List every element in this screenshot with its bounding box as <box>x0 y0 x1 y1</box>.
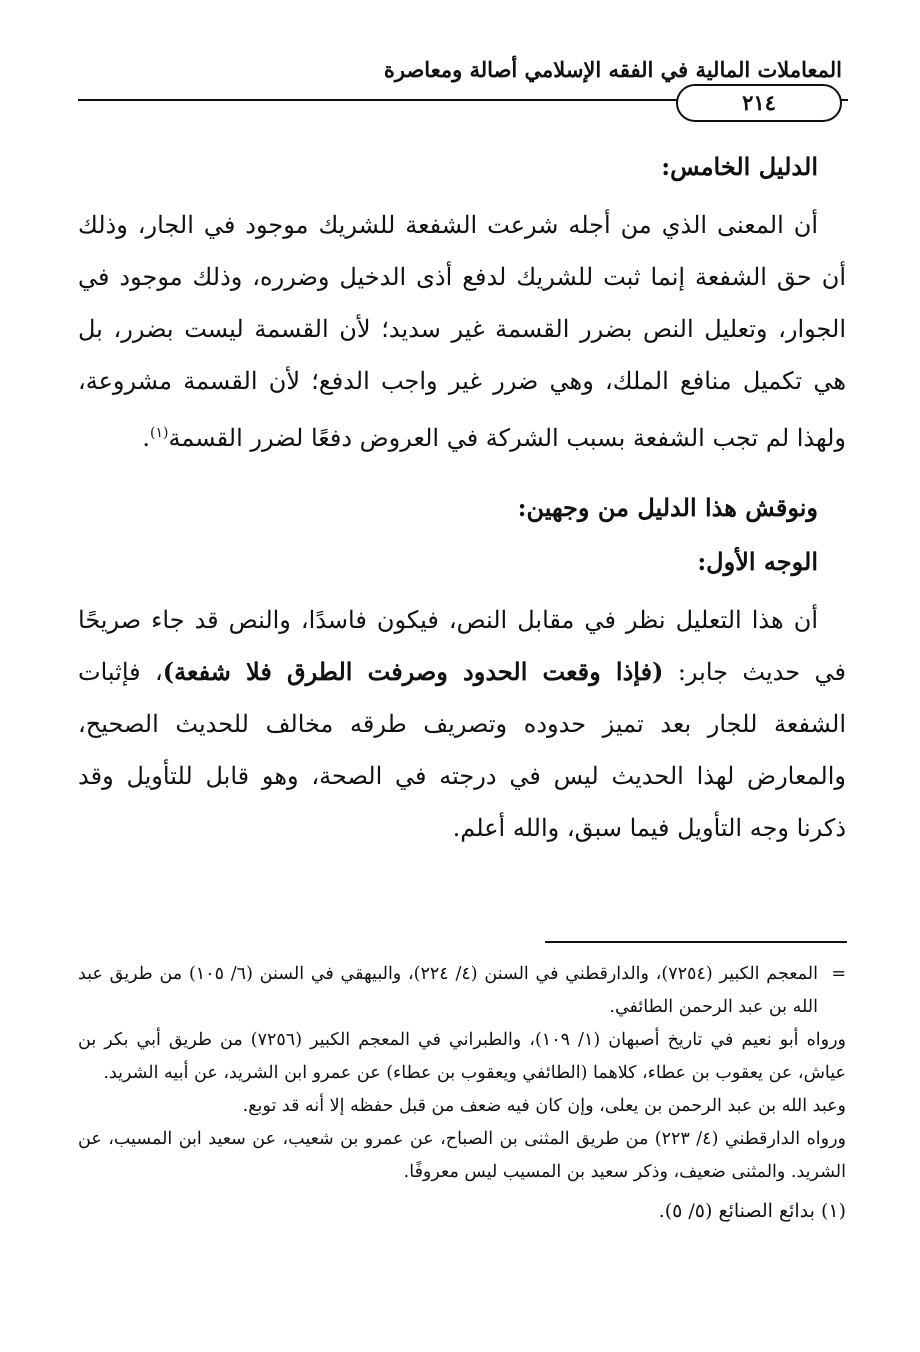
paragraph-text-start: أن هذا التعليل نظر في مقابل النص، فيكون فاسدًا، والنص قد جاء صريحًا في حديث جابر: <box>78 606 847 686</box>
paragraph-end: . <box>142 424 151 452</box>
page-number: ٢١٤ <box>676 84 842 122</box>
footnote-continued <box>78 958 846 1024</box>
footnote-separator <box>545 941 847 943</box>
paragraph-text: أن المعنى الذي من أجله شرعت الشفعة للشريك موجود في الجار، وذلك أن حق الشفعة إنما ثبت للشريك لدفع أذى الدخيل وضرره، وذلك موجود في الجوار، وتعليل النص بضرر القسمة غير سديد؛ لأن القسمة ليست بضرر، بل هي تكميل منافع الملك، وهي ضرر غير واجب الدفع؛ لأن القسمة مشروعة، ولهذا لم تجب الشفعة بسبب الشركة في العروض دفعًا لضرر القسمة <box>78 211 846 452</box>
footnote-paragraph: ورواه أبو نعيم في تاريخ أصبهان (١/ ١٠٩)، والطبراني في المعجم الكبير (٧٢٥٦) من طريق أبي بكر بن عياش، عن يعقوب بن عطاء، كلاهما (الطائفي ويعقوب بن عطاء) عن عمرو ابن الشريد، عن أبيه الشريد. <box>78 1030 846 1083</box>
book-title: المعاملات المالية في الفقه الإسلامي أصالة ومعاصرة <box>383 57 842 82</box>
paragraph-evidence <box>78 199 846 464</box>
main-text <box>78 145 846 854</box>
paragraph-text-end: ، فإثبات الشفعة للجار بعد تميز حدوده وتصريف طرقه مخالف للحديث الصحيح، والمعارض لهذا الحديث ليس في درجته في الصحة، وهو قابل للتأويل وقد ذكرنا وجه التأويل فيما سبق، والله أعلم. <box>78 658 846 842</box>
footnote-paragraph: ورواه الدارقطني (٤/ ٢٢٣) من طريق المثنى بن الصباح، عن عمرو بن شعيب، عن سعيد ابن المسيب، عن الشريد. والمثنى ضعيف، وذكر سعيد بن المسيب ليس معروفًا. <box>78 1129 846 1182</box>
continuation-marker: = <box>831 964 846 984</box>
section-heading-fifth-evidence: الدليل الخامس: <box>661 152 818 181</box>
hadith-quote: (فإذا وقعت الحدود وصرفت الطرق فلا شفعة) <box>162 657 664 686</box>
footnote-ref: (١) <box>150 425 169 441</box>
section-heading-rebuttal: ونوقش هذا الدليل من وجهين: <box>517 493 818 522</box>
running-header <box>78 55 848 115</box>
footnote-paragraph: وعبد الله بن عبد الرحمن بن يعلى، وإن كان فيه ضعف من قبل حفظه إلا أنه قد توبع. <box>242 1096 846 1116</box>
footnote-text: المعجم الكبير (٧٢٥٤)، والدارقطني في السنن (٤/ ٢٢٤)، والبيهقي في السنن (٦/ ١٠٥) من طريق عبد الله بن عبد الرحمن الطائفي. <box>78 964 818 1017</box>
footnotes <box>78 958 846 1228</box>
footnote-1: (١) بدائع الصنائع (٥/ ٥). <box>658 1200 846 1222</box>
paragraph-first-aspect <box>78 594 846 854</box>
section-heading-first-aspect: الوجه الأول: <box>697 547 818 576</box>
